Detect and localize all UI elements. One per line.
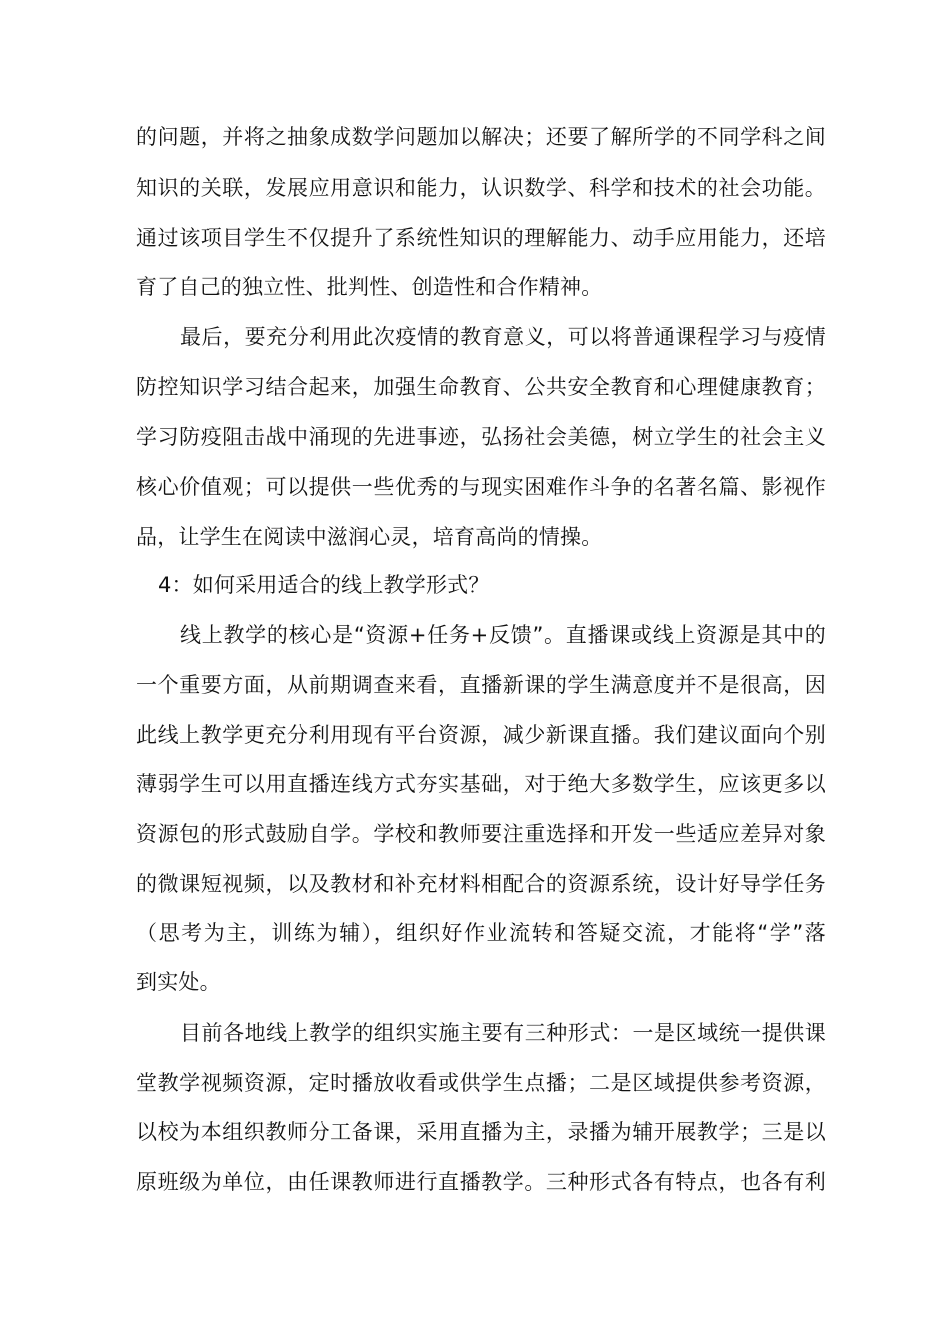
- paragraph-2-line-4: 核心价值观；可以提供一些优秀的与现实困难作斗争的名著名篇、影视作: [136, 475, 826, 499]
- paragraph-1-line-4: 育了自己的独立性、批判性、创造性和合作精神。: [136, 275, 603, 299]
- paragraph-3-line-2: 一个重要方面，从前期调查来看，直播新课的学生满意度并不是很高，因: [136, 673, 826, 697]
- paragraph-3-line-8: 到实处。: [136, 970, 221, 994]
- paragraph-3-line-4: 薄弱学生可以用直播连线方式夯实基础，对于绝大多数学生，应该更多以: [136, 772, 826, 796]
- paragraph-2-line-2: 防控知识学习结合起来，加强生命教育、公共安全教育和心理健康教育；: [136, 375, 826, 399]
- paragraph-3-line-6: 的微课短视频，以及教材和补充材料相配合的资源系统，设计好导学任务: [136, 872, 826, 896]
- paragraph-2-line-1: 最后，要充分利用此次疫情的教育意义，可以将普通课程学习与疫情: [180, 325, 826, 349]
- paragraph-3-line-3: 此线上教学更充分利用现有平台资源，减少新课直播。我们建议面向个别: [136, 723, 826, 747]
- paragraph-4-line-1: 目前各地线上教学的组织实施主要有三种形式：一是区域统一提供课: [180, 1021, 826, 1045]
- paragraph-3-line-5: 资源包的形式鼓励自学。学校和教师要注重选择和开发一些适应差异对象: [136, 822, 826, 846]
- paragraph-2-line-3: 学习防疫阻击战中涌现的先进事迹，弘扬社会美德，树立学生的社会主义: [136, 425, 826, 449]
- paragraph-4-line-4: 原班级为单位，由任课教师进行直播教学。三种形式各有特点，也各有利: [136, 1170, 826, 1194]
- paragraph-1-line-2: 知识的关联，发展应用意识和能力，认识数学、科学和技术的社会功能。: [136, 176, 826, 200]
- paragraph-3-line-7: （思考为主，训练为辅），组织好作业流转和答疑交流，才能将“学”落: [136, 921, 826, 945]
- paragraph-1-line-3: 通过该项目学生不仅提升了系统性知识的理解能力、动手应用能力，还培: [136, 226, 826, 250]
- paragraph-2-line-5: 品，让学生在阅读中滋润心灵，培育高尚的情操。: [136, 525, 603, 549]
- paragraph-4-line-3: 以校为本组织教师分工备课，采用直播为主，录播为辅开展教学；三是以: [136, 1120, 826, 1144]
- paragraph-4-line-2: 堂教学视频资源，定时播放收看或供学生点播；二是区域提供参考资源，: [136, 1071, 826, 1095]
- section-heading-4: 4：如何采用适合的线上教学形式？: [158, 573, 490, 597]
- paragraph-1-line-1: 的问题，并将之抽象成数学问题加以解决；还要了解所学的不同学科之间: [136, 125, 826, 149]
- paragraph-3-line-1: 线上教学的核心是“资源+任务+反馈”。直播课或线上资源是其中的: [180, 623, 826, 647]
